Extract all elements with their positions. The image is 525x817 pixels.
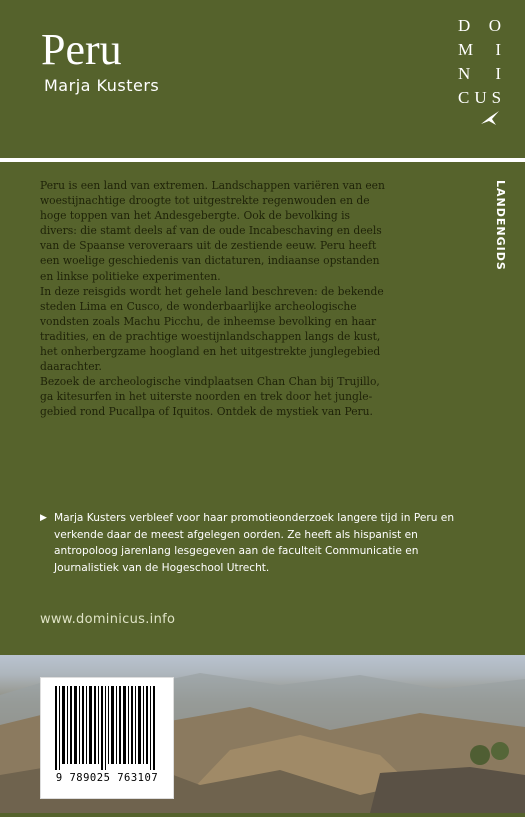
description-paragraph-3: Bezoek de archeologische vindplaatsen Chan Chan bij Trujillo, ga kitesurfen in het uiterste noorden en trek door het jungle-gebied rond Pucallpa of Iquitos. Ontdek de mystiek van Peru. <box>40 375 380 419</box>
website-link[interactable]: www.dominicus.info <box>40 612 176 627</box>
book-title: Peru <box>41 25 122 74</box>
description <box>40 178 385 420</box>
author-bio-text: Marja Kusters verbleef voor haar promotieonderzoek langere tijd in Peru en verkende daar de meest afgelegen oorden. Ze heeft als hispanist en antropoloog jarenlang lesgegeven aan de faculteit Communicatie en Journalistiek van de Hogeschool Utrecht. <box>54 512 455 574</box>
logo-letter: S <box>491 88 507 107</box>
logo-letter: C <box>458 88 475 107</box>
logo-letter: M <box>458 40 479 59</box>
logo-line-2 <box>458 38 506 62</box>
description-paragraph-1: Peru is een land van extremen. Landschappen variëren van een woestijnachtige droogte tot uitgestrekte regenwouden en de hoge toppen van het Andesgebergte. Ook de bevolking is divers: die stamt deels af van de oude Incabeschaving en deels van de Spaanse veroveraars uit de zestiende eeuw. Peru heeft een woelige geschiedenis van dictaturen, indiaanse opstanden en linkse politieke experimenten. <box>40 179 385 283</box>
logo-letter: O <box>488 16 506 35</box>
logo-letter: N <box>458 64 476 83</box>
logo-letter: D <box>458 16 476 35</box>
publisher-logo <box>458 14 508 110</box>
bird-icon <box>480 110 500 126</box>
isbn-number: 9 789025 763107 <box>55 772 159 784</box>
barcode <box>40 677 174 799</box>
author-name: Marja Kusters <box>44 76 160 95</box>
logo-line-3 <box>458 62 506 86</box>
triangle-bullet-icon: ▶ <box>40 513 47 523</box>
series-label: LANDENGIDS <box>494 180 507 271</box>
author-bio <box>40 510 470 576</box>
logo-line-1 <box>458 14 506 38</box>
logo-letter: I <box>495 40 506 59</box>
logo-letter: U <box>474 88 492 107</box>
barcode-bars <box>41 678 173 770</box>
description-paragraph-2: In deze reisgids wordt het gehele land beschreven: de bekende steden Lima en Cusco, de wonderbaarlijke archeologische vondsten zoals Machu Picchu, de inheemse bevolking en haar tradities, en de prachtige woestijnlandschappen langs de kust, het onherbergzame hoogland en het uitgestrekte junglegebied daarachter. <box>40 284 384 374</box>
logo-line-4 <box>458 86 506 110</box>
logo-letter: I <box>495 64 506 83</box>
